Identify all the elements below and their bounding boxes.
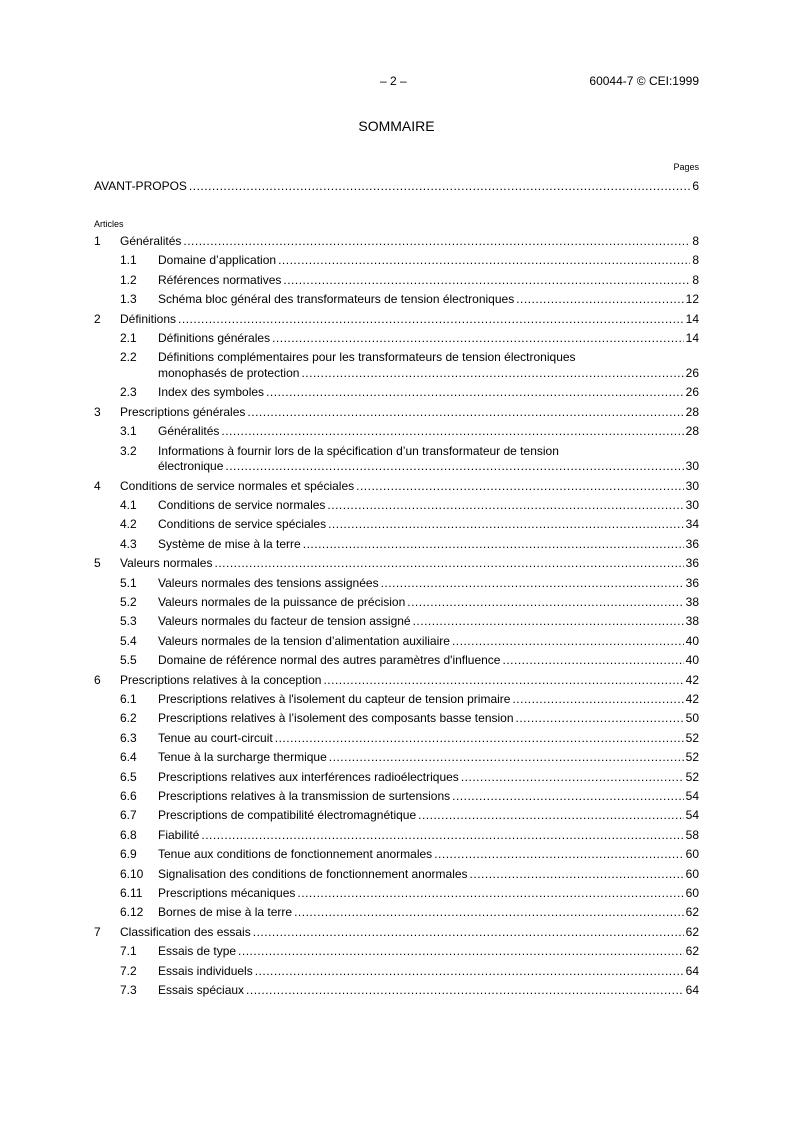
toc-entry-title: Prescriptions générales [120,404,246,419]
document-reference: 60044-7 © CEI:1999 [589,74,699,88]
toc-entry-4-1[interactable] [94,497,699,513]
toc-entry-title: Valeurs normales des tensions assignées [158,575,379,590]
toc-entry-number: 6.1 [120,692,137,706]
toc-entry-title: Classification des essais [120,924,251,939]
toc-entry-title: Prescriptions relatives à la conception [120,672,322,687]
dot-leader [178,311,684,327]
toc-entry-title: électronique [158,459,224,474]
toc-entry-number: 2.1 [120,331,137,345]
dot-leader [327,497,683,513]
dot-leader [255,963,684,979]
toc-entry-title: Prescriptions relatives aux interférences radioélectriques [158,769,459,784]
dot-leader [253,924,684,940]
toc-entry-title: Tenue à la surcharge thermique [158,750,327,765]
toc-entry-page: 52 [685,750,699,765]
toc-entry-page: 14 [685,331,699,345]
toc-entry-page: 52 [685,769,699,784]
toc-entry-title: Conditions de service normales [158,498,326,512]
dot-leader [238,943,684,959]
dot-leader [516,710,684,726]
toc-entry-page: 30 [685,459,699,474]
toc-entry-5-2[interactable] [94,594,699,610]
toc-entry-7-3[interactable] [94,982,699,998]
toc-entry-page: 36 [685,556,699,571]
toc-entry-2-3[interactable] [94,384,699,400]
toc-entry-5-5[interactable] [94,652,699,668]
toc-entry-page: 30 [685,498,699,512]
toc-entry-number: 6 [94,672,101,687]
dot-leader [246,982,684,998]
toc-entry-6-8[interactable] [94,827,699,843]
toc-entry-page: 50 [685,711,699,726]
toc-entry-4-2[interactable] [94,516,699,532]
toc-entry-number: 1.2 [120,272,137,287]
toc-entry-1-3[interactable] [94,291,699,307]
toc-entry-number: 6.9 [120,847,137,862]
toc-entry-title: Essais spéciaux [158,983,245,997]
toc-entry-page: 60 [685,847,699,862]
toc-entry-page: 64 [685,963,699,978]
dot-leader [328,516,684,532]
toc-entry-title: Schéma bloc général des transformateurs de tension électroniques [158,292,515,307]
toc-entry-7-2[interactable] [94,963,699,979]
toc-entry-number: 2.2 [120,350,137,365]
toc-entry-page: 26 [685,385,699,400]
toc-entry-title-line1: Informations à fournir lors de la spécification d’un transformateur de tension [158,443,559,458]
toc-entry-title: Index des symboles [158,385,265,400]
toc-entry-page: 26 [685,366,699,380]
toc-entry-2-1[interactable] [94,330,699,346]
toc-entry-page: 58 [685,827,699,842]
toc-entry-page: 42 [685,692,699,706]
toc-entry-7[interactable] [94,924,699,940]
toc-entry-5[interactable] [94,555,699,571]
toc-entry-1-1[interactable] [94,252,699,268]
toc-entry-number: 6.8 [120,827,137,842]
toc-entry-number: 5.2 [120,595,137,609]
toc-entry-page: 38 [685,595,699,609]
toc-entry-title: Tenue aux conditions de fonctionnement anormales [158,847,433,862]
dot-leader [470,866,684,882]
dot-leader [516,291,683,307]
toc-entry-number: 2 [94,311,101,326]
toc-entry-page: 12 [685,292,699,307]
toc-entry-6-6[interactable] [94,788,699,804]
toc-entry-3-1[interactable] [94,423,699,439]
toc-entry-page: 54 [685,808,699,823]
dot-leader [189,178,690,194]
toc-entry-title: AVANT-PROPOS [94,179,187,193]
dot-leader [502,652,683,668]
page-header [0,74,793,90]
dot-leader [247,404,683,420]
dot-leader [418,807,684,823]
dot-leader [183,233,690,249]
toc-entry-page: 28 [685,404,699,419]
toc-entry-title: Prescriptions relatives à la transmission de surtensions [158,789,451,803]
dot-leader [323,672,683,688]
toc-entry-number: 5 [94,556,101,571]
toc-entry-number: 4.1 [120,498,137,512]
toc-entry-page: 42 [685,672,699,687]
articles-label: Articles [94,219,124,229]
toc-entry-5-4[interactable] [94,633,699,649]
toc-entry-number: 6.11 [120,886,143,900]
toc-entry-title: Conditions de service spéciales [158,517,327,532]
toc-entry-number: 5.4 [120,633,137,648]
dot-leader [266,384,684,400]
toc-entry-title: Prescriptions de compatibilité électromagnétique [158,808,417,823]
toc-entry-number: 4.3 [120,536,137,551]
toc-entry-title: Tenue au court-circuit [158,730,273,745]
toc-entry-number: 7 [94,924,101,939]
toc-entry-title: monophasés de protection [158,366,300,380]
dot-leader [452,788,684,804]
toc-entry-number: 3 [94,404,101,419]
toc-entry-number: 6.7 [120,808,137,823]
toc-entry-title: Signalisation des conditions de fonctionnement anormales [158,866,468,881]
dot-leader [461,769,684,785]
dot-leader [413,613,684,629]
toc-entry-page: 54 [685,789,699,803]
toc-entry-title: Généralités [158,424,220,439]
toc-entry-number: 6.10 [120,866,144,881]
toc-entry-number: 6.6 [120,789,137,803]
toc-entry-title: Domaine de référence normal des autres paramètres d'influence [158,653,501,668]
dot-leader [297,885,683,901]
toc-entry-title: Prescriptions mécaniques [158,886,296,900]
toc-entry-6-5[interactable] [94,769,699,785]
dot-leader [221,423,683,439]
toc-entry-4[interactable] [94,478,699,494]
toc-entry-page: 8 [692,253,699,268]
toc-entry-3[interactable] [94,404,699,420]
dot-leader [275,730,684,746]
toc-entry-5-1[interactable] [94,575,699,591]
dot-leader [283,272,690,288]
toc-entry-1-2[interactable] [94,272,699,288]
toc-entry-title: Définitions [120,311,177,326]
toc-entry-title: Conditions de service normales et spéciales [120,478,355,493]
toc-entry-number: 2.3 [120,385,137,400]
toc-entry-page: 34 [685,517,699,532]
toc-entry-page: 60 [685,886,699,900]
toc-entry-6-2[interactable] [94,710,699,726]
toc-entry-page: 62 [685,944,699,959]
toc-entry-title: Domaine d’application [158,253,277,268]
toc-entry-page: 36 [685,536,699,551]
toc-entry-page: 62 [685,905,699,920]
dot-leader [214,555,683,571]
toc-entry-title: Définitions générales [158,331,271,345]
toc-entry-6-1[interactable] [94,691,699,707]
pages-column-label: Pages [673,162,699,172]
toc-entry-6-11[interactable] [94,885,699,901]
toc-entry-number: 6.3 [120,730,137,745]
dot-leader [201,827,683,843]
toc-entry-title: Système de mise à la terre [158,536,301,551]
toc-entry-6[interactable] [94,672,699,688]
toc-entry-number: 6.2 [120,711,137,726]
toc-entry-title: Prescriptions relatives à l'isolement du capteur de tension primaire [158,692,511,706]
toc-entry-6-10[interactable] [94,866,699,882]
dot-leader [381,575,684,591]
toc-entry-number: 5.3 [120,614,137,629]
toc-entry-title: Valeurs normales de la tension d’alimentation auxiliaire [158,633,450,648]
dot-leader [512,691,683,707]
toc-entry-page: 36 [685,575,699,590]
toc-entry-6-7[interactable] [94,807,699,823]
toc-entry-number: 6.5 [120,769,137,784]
toc-entry-page: 40 [685,633,699,648]
dot-leader [294,904,684,920]
toc-entry-3-2-continued[interactable] [94,458,699,474]
toc-entry-number: 1.1 [120,253,137,268]
toc-entry-2-2-continued[interactable] [94,365,699,381]
toc-entry-page: 30 [685,478,699,493]
toc-entry-page: 38 [685,614,699,629]
toc-entry-number: 6.12 [120,905,144,920]
dot-leader [225,458,683,474]
toc-entry-page: 8 [692,272,699,287]
toc-entry-6-3[interactable] [94,730,699,746]
toc-entry-7-1[interactable] [94,943,699,959]
toc-entry-title: Valeurs normales du facteur de tension assigné [158,614,411,629]
dot-leader [452,633,684,649]
toc-entry-number: 4 [94,478,101,493]
toc-entry-4-3[interactable] [94,536,699,552]
page-number: – 2 – [380,74,407,88]
toc-entry-number: 1.3 [120,292,137,307]
toc-entry-number: 1 [94,234,101,248]
dot-leader [434,846,683,862]
toc-entry-number: 5.5 [120,653,137,668]
toc-entry-1[interactable] [94,233,699,249]
toc-entry-page: 40 [685,653,699,668]
toc-entry-title: Références normatives [158,272,282,287]
toc-entry-title: Prescriptions relatives à l’isolement des composants basse tension [158,711,514,726]
dot-leader [329,749,684,765]
toc-entry-number: 3.2 [120,443,137,458]
toc-entry-title: Bornes de mise à la terre [158,905,293,920]
toc-entry-number: 4.2 [120,517,137,532]
toc-entry-title: Fiabilité [158,827,200,842]
toc-entry-page: 64 [685,983,699,997]
toc-entry-number: 7.1 [120,944,137,959]
dot-leader [303,536,684,552]
toc-entry-title: Valeurs normales de la puissance de précision [158,595,406,609]
toc-entry-page: 6 [692,179,699,193]
toc-entry-page: 8 [692,234,699,248]
toc-entry-page: 62 [685,924,699,939]
toc-entry-page: 60 [685,866,699,881]
dot-leader [272,330,684,346]
page-title: SOMMAIRE [358,118,435,134]
toc-entry-number: 7.3 [120,983,137,997]
toc-entry-number: 7.2 [120,963,137,978]
dot-leader [301,365,683,381]
toc-entry-title: Généralités [120,234,182,248]
toc-entry-6-4[interactable] [94,749,699,765]
toc-entry-title: Essais individuels [158,963,253,978]
toc-entry-title: Essais de type [158,944,237,959]
dot-leader [278,252,690,268]
toc-entry-page: 28 [685,424,699,439]
toc-entry-5-3[interactable] [94,613,699,629]
toc-entry-6-9[interactable] [94,846,699,862]
dot-leader [356,478,684,494]
toc-entry-2[interactable] [94,311,699,327]
toc-entry-title: Valeurs normales [120,556,213,571]
toc-entry-number: 6.4 [120,750,137,765]
toc-entry-number: 3.1 [120,424,137,439]
dot-leader [407,594,683,610]
toc-entry-page: 14 [685,311,699,326]
toc-entry-6-12[interactable] [94,904,699,920]
toc-entry-page: 52 [685,730,699,745]
toc-entry-title-line1: Définitions complémentaires pour les transformateurs de tension électroniques [158,350,576,365]
toc-entry-avant-propos[interactable] [94,178,699,194]
toc-entry-number: 5.1 [120,575,137,590]
